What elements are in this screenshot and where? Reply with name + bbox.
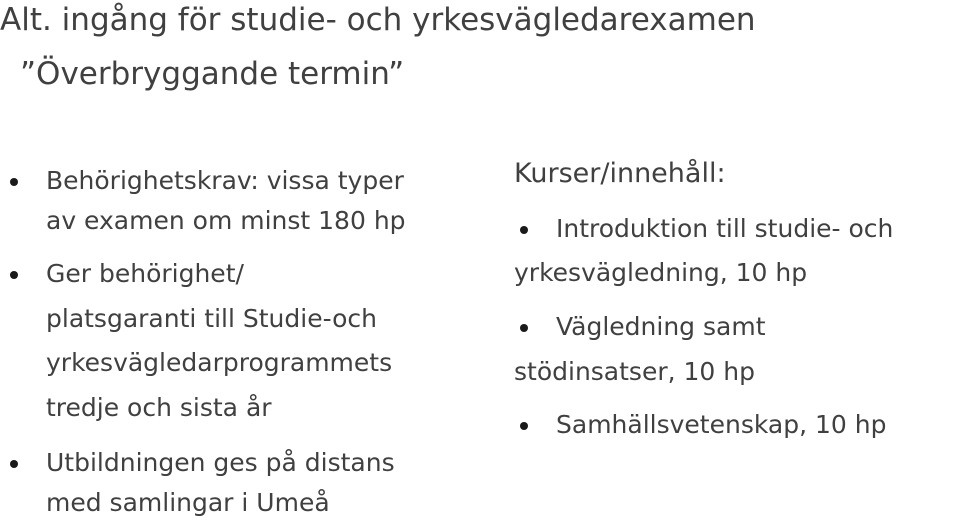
bullet-icon	[520, 422, 528, 430]
slide-title-line-1: Alt. ingång för studie- och yrkesvägledarexamen	[0, 2, 756, 38]
bullet-text: Vägledning samt	[556, 312, 766, 341]
bullet-text: Behörighetskrav: vissa typer	[46, 166, 404, 195]
bullet-text: platsgaranti till Studie-och	[46, 304, 377, 333]
bullet-text: med samlingar i Umeå	[46, 488, 330, 517]
bullet-icon	[520, 324, 528, 332]
bullet-icon	[10, 271, 18, 279]
bullet-text: Utbildningen ges på distans	[46, 448, 395, 477]
bullet-text: Ger behörighet/	[46, 259, 244, 288]
bullet-text: tredje och sista år	[46, 393, 272, 422]
bullet-text: av examen om minst 180 hp	[46, 206, 406, 235]
bullet-icon	[520, 226, 528, 234]
bullet-icon	[10, 178, 18, 186]
slide-title-line-2: ”Överbryggande termin”	[20, 56, 405, 92]
bullet-text: Introduktion till studie- och	[556, 214, 894, 243]
bullet-text: Samhällsvetenskap, 10 hp	[556, 410, 887, 439]
courses-heading: Kurser/innehåll:	[514, 158, 726, 189]
bullet-icon	[10, 460, 18, 468]
bullet-text: stödinsatser, 10 hp	[514, 357, 755, 386]
bullet-text: yrkesvägledning, 10 hp	[514, 258, 808, 287]
bullet-text: yrkesvägledarprogrammets	[46, 348, 393, 377]
